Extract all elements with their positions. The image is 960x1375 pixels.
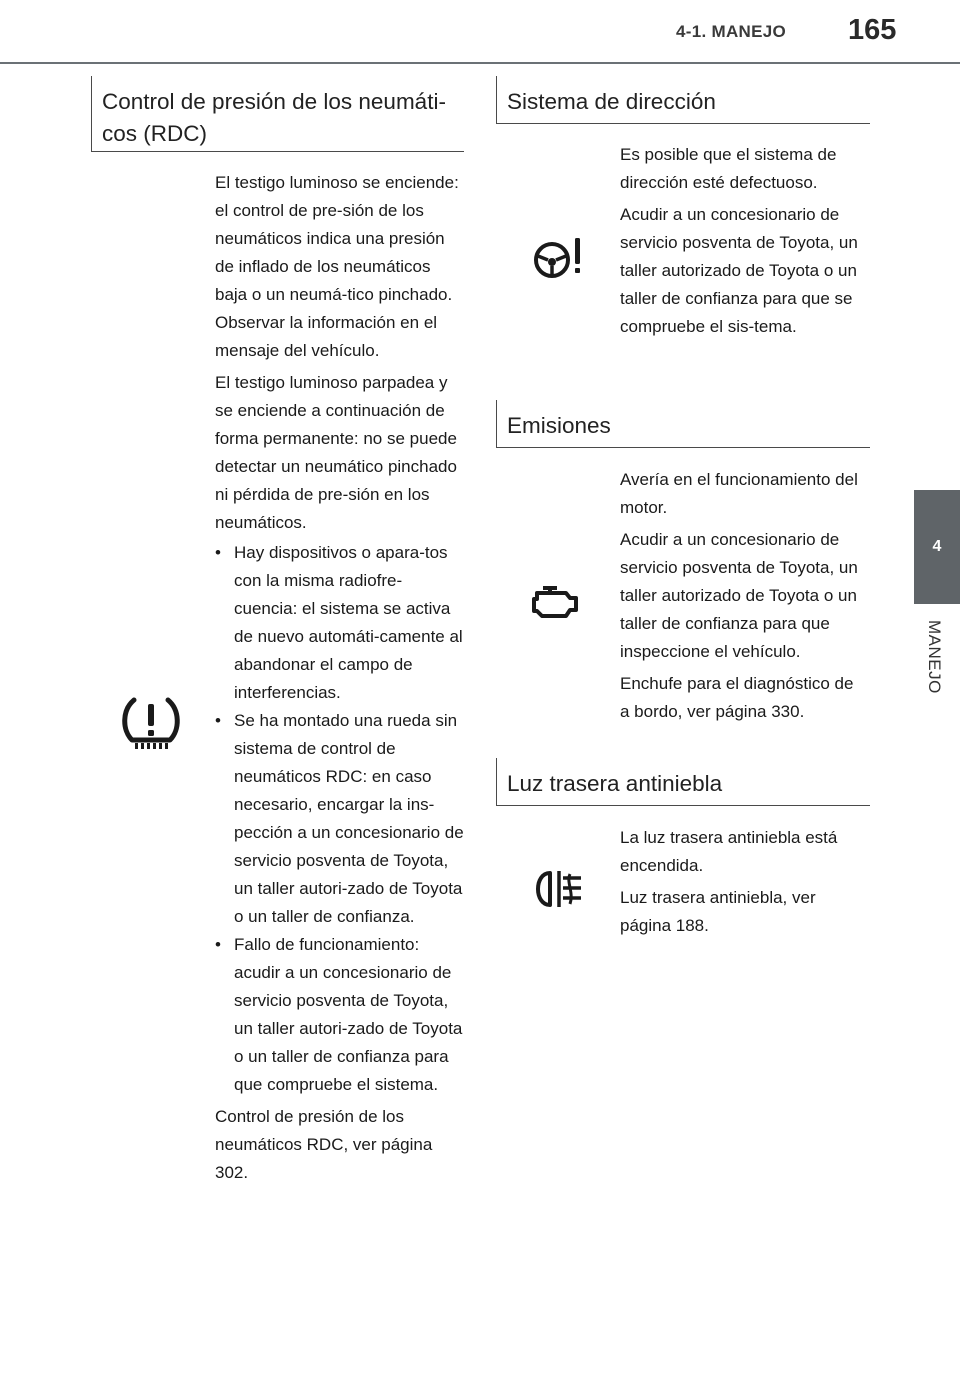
section-heading-rdc-line1: Control de presión de los neumáti-: [102, 89, 446, 114]
section-body-emissions: [620, 466, 865, 730]
tire-pressure-warning-icon: [120, 696, 182, 752]
chapter-number: 4: [932, 538, 942, 555]
page-number: 165: [848, 14, 897, 46]
check-engine-icon: [530, 584, 580, 620]
section-heading-emissions: [496, 400, 870, 448]
section-body-rdc: [215, 169, 465, 1191]
section-heading-rdc: [91, 76, 464, 152]
running-header-section: 4-1. MANEJO: [676, 22, 787, 41]
chapter-tab: [914, 490, 960, 604]
section-body-fog: [620, 824, 865, 944]
rdc-bullet-list: [215, 539, 465, 1099]
rdc-paragraph-3: Control de presión de los neumáticos RDC, ver página 302.: [215, 1107, 433, 1182]
section-body-steering: [620, 141, 862, 345]
rdc-paragraph-2: El testigo luminoso parpadea y se enciende a continuación de forma permanente: no se puede detectar un neumático pinchado ni pérdida de pre-sión en los neumáticos.: [215, 373, 457, 532]
section-heading-steering-title: Sistema de dirección: [507, 89, 716, 114]
emissions-paragraph-3: Enchufe para el diagnóstico de a bordo, ver página 330.: [620, 674, 854, 721]
header-divider: [0, 62, 960, 64]
list-item: • Hay dispositivos o apara-tos con la misma radiofre-cuencia: el sistema se activa de nuevo automáti-camente al abandonar el campo de interferencias.: [215, 539, 465, 707]
steering-paragraph-1: Es posible que el sistema de dirección esté defectuoso.: [620, 145, 837, 192]
section-heading-rdc-line2: cos (RDC): [102, 121, 207, 146]
fog-paragraph-1: La luz trasera antiniebla está encendida.: [620, 828, 838, 875]
section-heading-emissions-title: Emisiones: [507, 413, 611, 438]
emissions-paragraph-2: Acudir a un concesionario de servicio posventa de Toyota, un taller autorizado de Toyota o un taller de confianza para que inspeccione el vehículo.: [620, 530, 858, 661]
section-heading-steering: [496, 76, 870, 124]
list-item: • Se ha montado una rueda sin sistema de control de neumáticos RDC: en caso necesario, encargar la ins-pección a un concesionario de servicio posventa de Toyota, un taller autori-zado de Toyota o un taller de confianza.: [215, 707, 465, 931]
list-item: • Fallo de funcionamiento: acudir a un concesionario de servicio posventa de Toyota, un taller autori-zado de Toyota o un taller de confianza para que compruebe el sistema.: [215, 931, 465, 1099]
steering-paragraph-2: Acudir a un concesionario de servicio posventa de Toyota, un taller autorizado de Toyota o un taller de confianza para que se compruebe el sis-tema.: [620, 205, 858, 336]
section-heading-fog: [496, 758, 870, 806]
rdc-paragraph-1: El testigo luminoso se enciende: el control de pre-sión de los neumáticos indica una presión de inflado de los neumáticos baja o un neumá-tico pinchado. Observar la información en el mensaje del vehículo.: [215, 173, 459, 360]
rear-fog-light-icon: [530, 868, 584, 910]
chapter-label: MANEJO: [925, 620, 944, 694]
steering-system-warning-icon: [530, 236, 588, 280]
section-heading-fog-title: Luz trasera antiniebla: [507, 771, 723, 796]
emissions-paragraph-1: Avería en el funcionamiento del motor.: [620, 470, 858, 517]
fog-paragraph-2: Luz trasera antiniebla, ver página 188.: [620, 888, 816, 935]
